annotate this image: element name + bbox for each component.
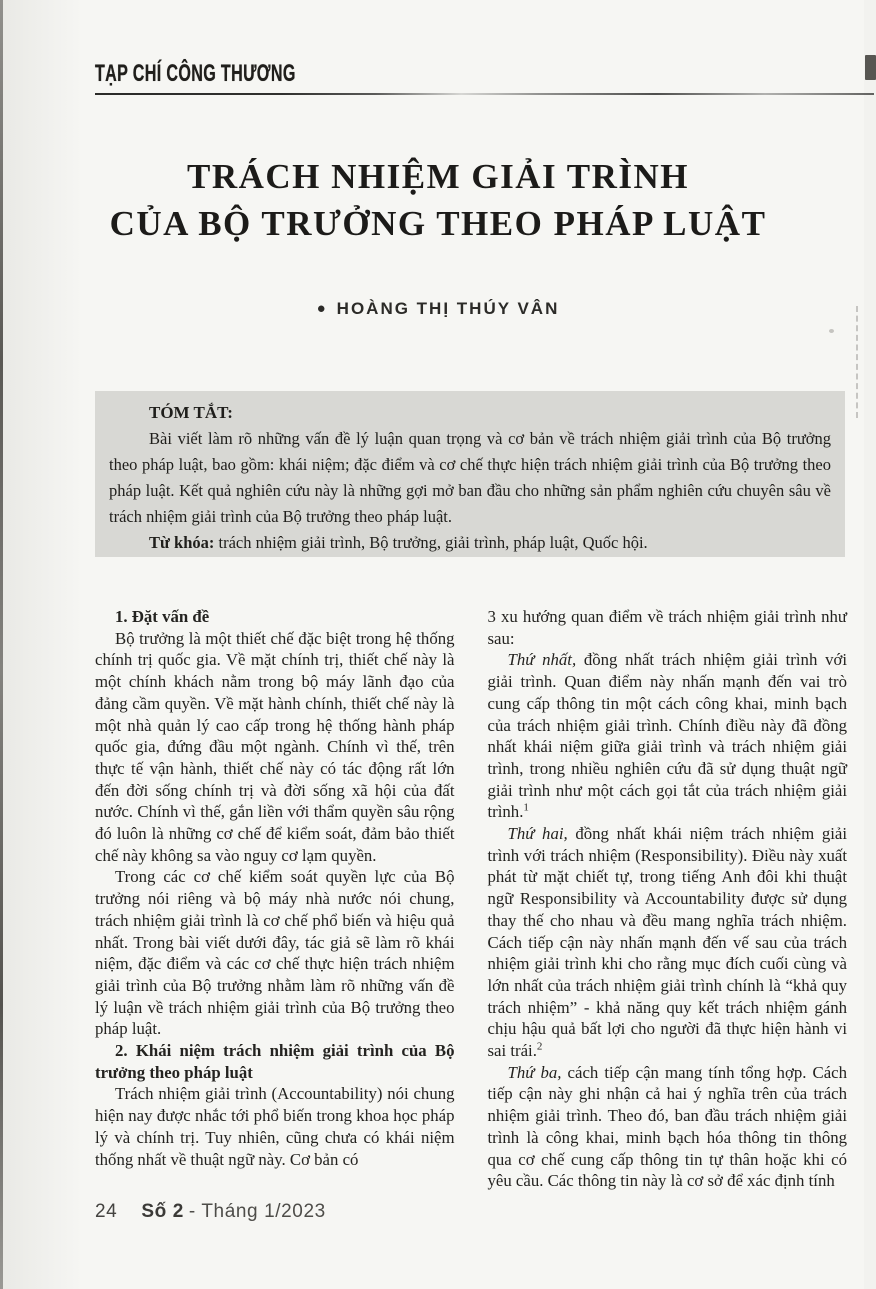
section-heading bbox=[95, 606, 455, 628]
issue-date: - Tháng 1/2023 bbox=[188, 1201, 326, 1222]
issue-label: Số 2 bbox=[141, 1201, 184, 1222]
paragraph bbox=[488, 606, 848, 649]
lead-in-phrase: Thứ nhất, bbox=[507, 650, 577, 670]
page-footer bbox=[95, 1201, 326, 1223]
lead-in-phrase: Thứ ba, bbox=[507, 1062, 562, 1082]
scan-smudge bbox=[829, 329, 834, 333]
keywords-label: Từ khóa: bbox=[149, 533, 215, 552]
footnote-reference: 1 bbox=[523, 801, 529, 814]
scan-dash-artifact bbox=[856, 306, 858, 418]
section-heading bbox=[95, 1040, 455, 1083]
paragraph bbox=[95, 1083, 455, 1170]
text-segment: đồng nhất khái niệm trách nhiệm giải trình với trách nhiệm (Responsibility). Điều này xuất phát từ mặt chiết tự, trong tiếng Anh đôi khi thuật ngữ Responsibility và Accountability được sử dụng thay thế cho nhau và đều mang nghĩa trách nhiệm. Cách tiếp cận này nhấn mạnh đến vế sau của trách nhiệm giải trình khi cho rằng mục đích cuối cùng và lớn nhất của trách nhiệm giải trình chính là “khả quy trách nhiệm” - khả năng quy kết trách nhiệm gánh chịu hậu quả bất lợi cho người đã thực hiện hành vi sai trái. bbox=[487, 824, 847, 1061]
article-title-line2: CỦA BỘ TRƯỞNG THEO PHÁP LUẬT bbox=[109, 204, 767, 243]
paragraph bbox=[95, 866, 455, 1040]
paragraph bbox=[488, 649, 848, 823]
author-name: HOÀNG THỊ THÚY VÂN bbox=[336, 299, 560, 318]
keywords-line bbox=[109, 530, 831, 556]
article-body bbox=[95, 606, 847, 1192]
text-segment: Trách nhiệm giải trình (Accountability) nói chung hiện nay được nhắc tới phổ biến trong khoa học pháp lý và chính trị. Tuy nhiên, cũng chưa có khái niệm thống nhất về thuật ngữ này. Cơ bản có bbox=[95, 1084, 455, 1169]
body-column-right bbox=[488, 606, 848, 1192]
text-segment: 2. Khái niệm trách nhiệm giải trình của Bộ trưởng theo pháp luật bbox=[95, 1041, 455, 1082]
author-line bbox=[58, 299, 818, 319]
text-segment: 1. Đặt vấn đề bbox=[115, 607, 210, 626]
text-segment: cách tiếp cận mang tính tổng hợp. Cách tiếp cận này ghi nhận cả hai ý nghĩa trên của trách nhiệm giải trình. Theo đó, ban đầu trách nhiệm giải trình là công khai, minh bạch hóa thông tin thông qua cơ chế cung cấp thông tin tự thân hoặc khi có yêu cầu. Các thông tin này là cơ sở để xác định tính bbox=[487, 1062, 847, 1191]
abstract-text: Bài viết làm rõ những vấn đề lý luận quan trọng và cơ bản về trách nhiệm giải trình của Bộ trưởng theo pháp luật, bao gồm: khái niệm; đặc điểm và cơ chế thực hiện trách nhiệm giải trình của Bộ trưởng theo pháp luật. Kết quả nghiên cứu này là những gợi mở ban đầu cho những sản phẩm nghiên cứu chuyên sâu về trách nhiệm giải trình của Bộ trưởng theo pháp luật. bbox=[109, 429, 831, 526]
text-segment: đồng nhất trách nhiệm giải trình với giải trình. Quan điểm này nhấn mạnh đến vai trò cung cấp thông tin một cách công khai, minh bạch của trách nhiệm giải trình. Chính điều này đã đồng nhất khái niệm giữa giải trình và trách nhiệm giải trình, trong nhiều nghiên cứu đã sử dụng thuật ngữ giải trình như một cách gọi tắt của trách nhiệm giải trình. bbox=[487, 650, 847, 822]
author-bullet-icon: ● bbox=[316, 300, 328, 317]
text-segment: Trong các cơ chế kiểm soát quyền lực của Bộ trưởng nói riêng và bộ máy nhà nước nói chung, trách nhiệm giải trình là cơ chế phổ biến và hiệu quả nhất. Trong bài viết dưới đây, tác giả sẽ làm rõ khái niệm, đặc điểm và các cơ chế thực hiện trách nhiệm giải trình của Bộ trưởng nhằm làm rõ những vấn đề lý luận về trách nhiệm giải trình của Bộ trưởng theo pháp luật. bbox=[95, 867, 455, 1039]
masthead-rule bbox=[95, 93, 874, 95]
text-segment: 3 xu hướng quan điểm về trách nhiệm giải trình như sau: bbox=[487, 607, 847, 648]
body-column-left bbox=[95, 606, 455, 1192]
page-number: 24 bbox=[95, 1201, 118, 1222]
scan-right-gutter bbox=[864, 0, 876, 1289]
lead-in-phrase: Thứ hai, bbox=[507, 824, 568, 844]
paragraph bbox=[95, 628, 455, 867]
article-title bbox=[58, 153, 818, 247]
abstract-heading: TÓM TẮT: bbox=[149, 403, 233, 422]
scan-corner-artifact bbox=[865, 55, 876, 80]
abstract-box bbox=[95, 391, 845, 557]
footnote-reference: 2 bbox=[536, 1040, 543, 1053]
scan-edge-shadow bbox=[0, 0, 3, 1289]
journal-masthead: TẠP CHÍ CÔNG THƯƠNG bbox=[95, 59, 296, 87]
keywords-text: trách nhiệm giải trình, Bộ trưởng, giải trình, pháp luật, Quốc hội. bbox=[214, 533, 648, 552]
paragraph bbox=[488, 1062, 848, 1192]
text-segment: Bộ trưởng là một thiết chế đặc biệt trong hệ thống chính trị quốc gia. Về mặt chính trị, thiết chế này là một chính khách nằm trong bộ máy lãnh đạo của đảng cầm quyền. Về mặt hành chính, thiết chế này là một nhà quản lý cao cấp trong hệ thống hành pháp quốc gia, đứng đầu một ngành. Chính vì thế, trên thực tế vận hành, thiết chế này có tác động rất lớn đến đời sống chính trị và đời sống xã hội của đất nước. Chính vì thế, gắn liền với thẩm quyền sâu rộng đó luôn là những cơ chế để kiểm soát, đảm bảo thiết chế này không sa vào nguy cơ lạm quyền. bbox=[95, 628, 455, 865]
paragraph bbox=[488, 823, 848, 1062]
article-title-line1: TRÁCH NHIỆM GIẢI TRÌNH bbox=[187, 157, 689, 196]
